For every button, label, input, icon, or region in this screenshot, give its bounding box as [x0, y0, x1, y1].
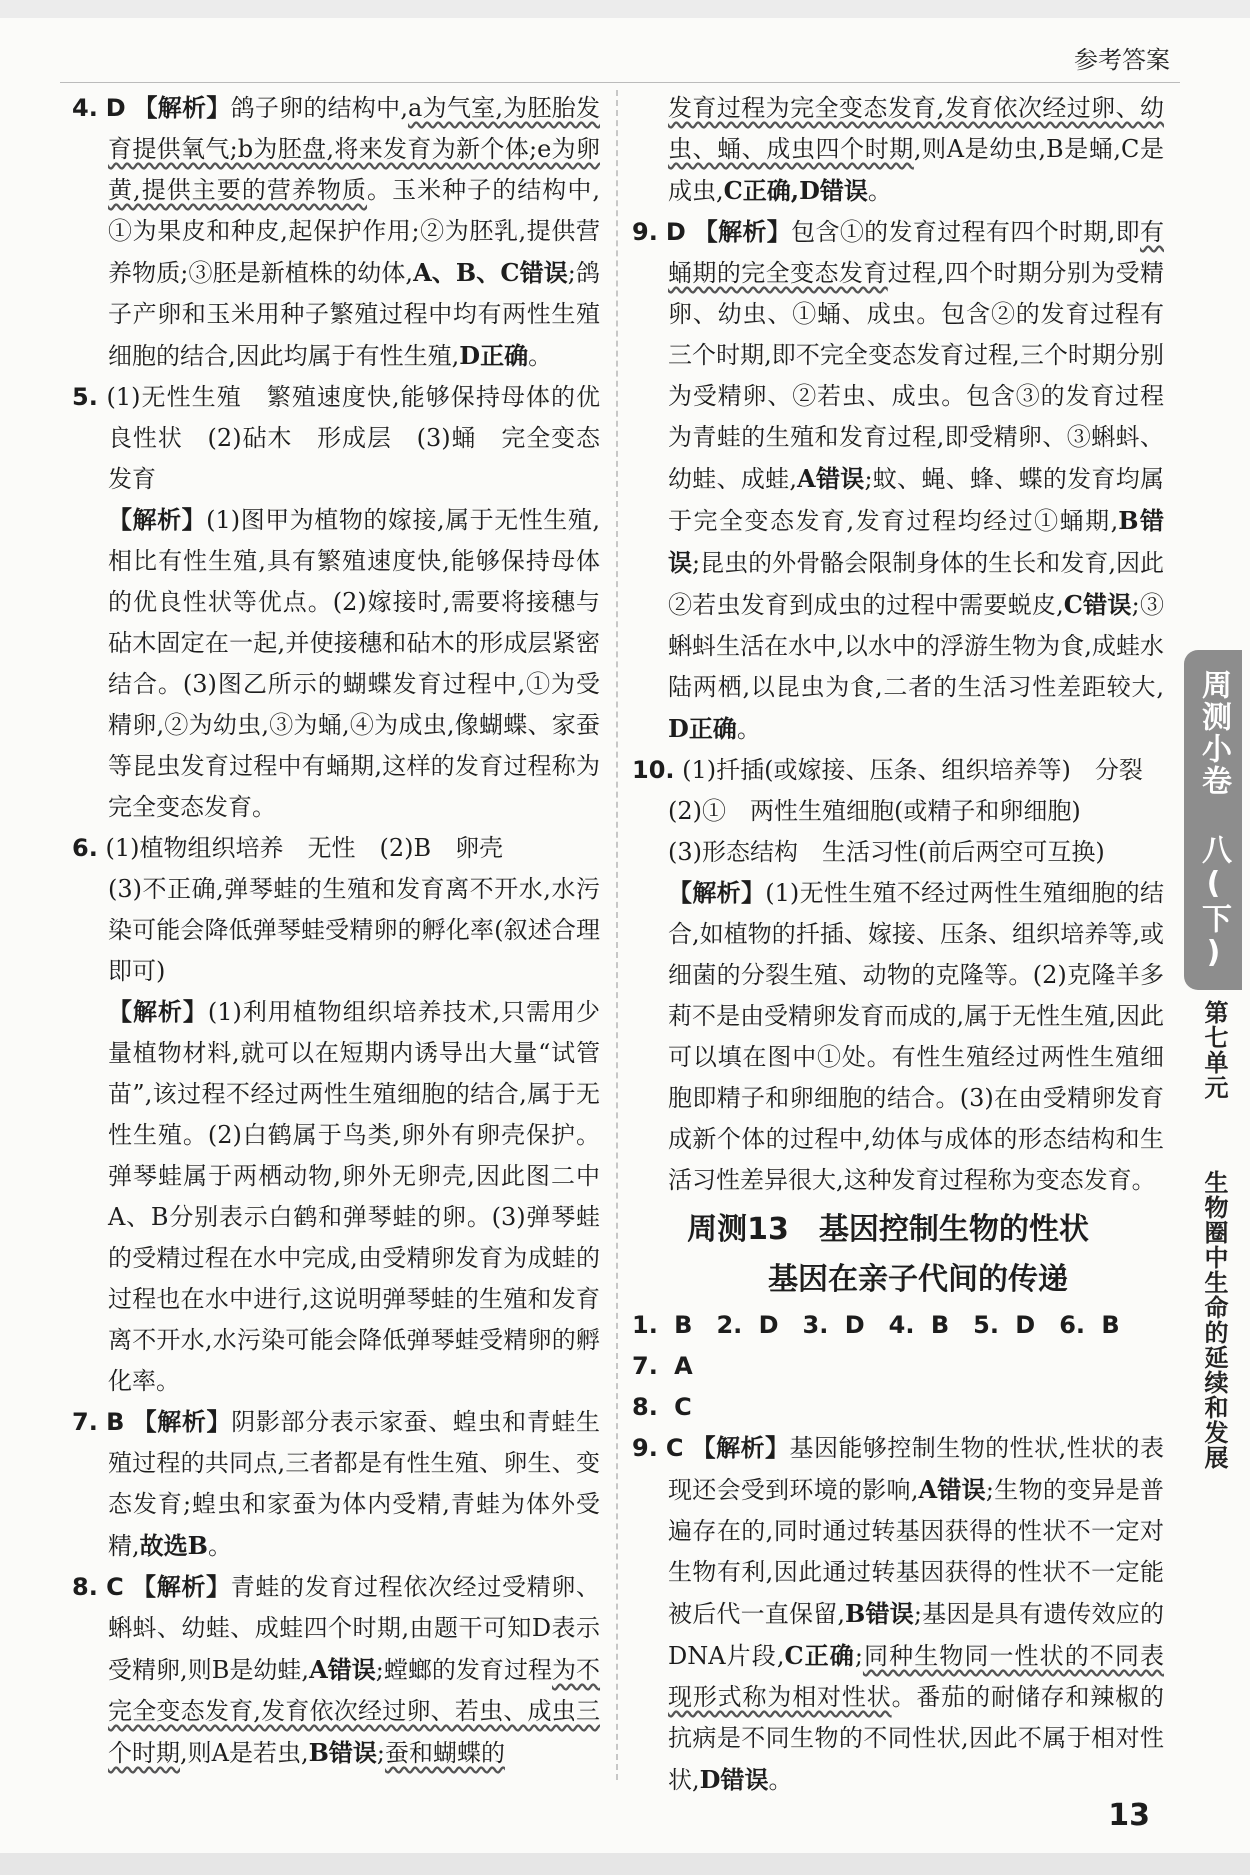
header-divider: [60, 82, 1180, 83]
question-number: 6.: [72, 834, 98, 862]
question-number: 9.: [632, 1434, 658, 1462]
side-unit-label: 第七单元: [1200, 1000, 1228, 1100]
left-column: [72, 88, 600, 1774]
question-number: 9.: [632, 218, 658, 246]
answer-text: (3)形态结构 生活习性(前后两空可互换): [668, 838, 1105, 866]
answer-letter: C: [106, 1573, 124, 1601]
question-number: 4.: [72, 94, 98, 122]
analysis-tag: 【解析】: [132, 1408, 232, 1436]
section-title: [632, 1205, 1164, 1305]
question-6: [72, 828, 600, 869]
question-number: 10.: [632, 756, 675, 784]
question-9-section-13: [632, 1428, 1164, 1801]
analysis-text: ;昆虫的外骨骼会限制身体的生长和发育,因此②若虫发育到成虫的过程中需要蜕皮,: [668, 549, 1164, 619]
bold-conclusion: D正确: [668, 714, 737, 743]
underlined-text: a为气室,为胚胎发育提供氧气;b为胚盘,将来发育为新个体;e为卵黄,提供主要的营养物质: [108, 94, 600, 204]
bold-conclusion: B错误: [308, 1738, 377, 1767]
bold-conclusion: A、B、C错误: [413, 258, 568, 287]
analysis-tag: 【解析】: [132, 1573, 231, 1601]
bold-conclusion: A错误: [918, 1475, 986, 1504]
section-title-line-2: 基因在亲子代间的传递: [768, 1262, 1068, 1297]
analysis-text: ;鸽子产卵和玉米用种子繁殖过程中均有两性生殖细胞的结合,因此均属于有性生殖,: [108, 259, 600, 370]
analysis-text: 。: [768, 1766, 793, 1794]
analysis-text: ;生物的变异是普遍存在的,同时通过转基因获得的性状不一定对生物有利,因此通过转基因获得的性状不一定能被后代一直保留,: [668, 1476, 1164, 1628]
analysis-text: 。玉米种子的结构中,①为果皮和种皮,起保护作用;②为胚乳,提供营养物质;③胚是新植株的幼体,: [108, 176, 600, 287]
bold-conclusion: D正确: [459, 341, 529, 370]
bold-conclusion: B错误: [845, 1599, 914, 1628]
underlined-text: 蚕和蝴蝶的: [384, 1739, 505, 1767]
question-7: [72, 1402, 600, 1567]
bold-conclusion: B错误: [668, 506, 1164, 577]
analysis-text: 过程,四个时期分别为受精卵、幼虫、①蛹、成虫。包含②的发育过程有三个时期,即不完全变态发育过程,三个时期分别为受精卵、②若虫、成虫。包含③的发育过程为青蛙的生殖和发育过程,即受精卵、③蝌蚪、幼蛙、成蛙,: [668, 259, 1164, 493]
answer-letter: D: [665, 218, 686, 246]
answer-letter: C: [665, 1434, 684, 1462]
question-8-continued: [632, 88, 1164, 212]
underlined-text: 为不完全变态发育,发育依次经过卵、若虫、成虫三个时期: [108, 1656, 601, 1767]
analysis-tag: 【解析】: [108, 506, 207, 534]
right-column: [632, 88, 1164, 1801]
question-10-answer-3: [632, 832, 1164, 873]
answer-text: (3)不正确,弹琴蛙的生殖和发育离不开水,水污染可能会降低弹琴蛙受精卵的孵化率(叙述合理即可): [108, 875, 600, 985]
answer-letter: B: [106, 1408, 125, 1436]
question-number: 8.: [72, 1573, 98, 1601]
analysis-text: ;基因是具有遗传效应的DNA片段,: [668, 1600, 1164, 1670]
analysis-tag: 【解析】: [108, 998, 208, 1026]
analysis-text: 阴影部分表示家蚕、蝗虫和青蛙生殖过程的共同点,三者都是有性生殖、卵生、变态发育;蝗虫和家蚕为体内受精,青蛙为体外受精,: [108, 1408, 601, 1560]
side-topic-label: 生物圈中生命的延续和发展: [1200, 1170, 1228, 1470]
question-10-analysis: [632, 873, 1164, 1201]
analysis-text: ,则A是若虫,: [180, 1739, 309, 1767]
side-tab: 周测小卷 八(下): [1184, 650, 1242, 990]
question-10: [632, 750, 1164, 791]
bold-conclusion: A错误: [309, 1655, 376, 1684]
bold-conclusion: D错误: [699, 1765, 769, 1794]
question-6-answer-3: [72, 869, 600, 992]
analysis-text: ;: [376, 1739, 385, 1767]
analysis-text: 。: [736, 715, 761, 743]
analysis-tag: 【解析】: [668, 879, 766, 907]
section-title-line-1: 周测13 基因控制生物的性状: [687, 1212, 1089, 1247]
answer-text: (1)扦插(或嫁接、压条、组织培养等) 分裂: [682, 756, 1143, 784]
analysis-text: 。: [207, 1532, 232, 1560]
analysis-text: (1)无性生殖不经过两性生殖细胞的结合,如植物的扦插、嫁接、压条、组织培养等,或细菌的分裂生殖、动物的克隆等。(2)克隆羊多莉不是由受精卵发育而成的,属于无性生殖,因此可以填在图中①处。有性生殖经过两性生殖细胞即精子和卵细胞的结合。(3)在由受精卵发育成新个体的过程中,幼体与成体的形态结构和生活习性差异很大,这种发育过程称为变态发育。: [668, 879, 1164, 1194]
question-number: 7.: [72, 1408, 98, 1436]
analysis-text: 基因能够控制生物的性状,性状的表现还会受到环境的影响,: [668, 1434, 1164, 1504]
answer-text: (1)无性生殖 繁殖速度快,能够保持母体的优良性状 (2)砧木 形成层 (3)蛹 完全变态发育: [106, 383, 601, 493]
analysis-text: ;: [854, 1642, 863, 1670]
multiple-choice-answers-1: 1. B 2. D 3. D 4. B 5. D 6. B 7. A: [632, 1311, 1144, 1380]
underlined-text: 有蛹期的完全变态发育: [668, 218, 1164, 287]
column-divider: [616, 90, 618, 1780]
analysis-text: 鸽子卵的结构中,: [230, 94, 408, 122]
analysis-text: ;螳螂的发育过程: [375, 1656, 552, 1684]
bottom-band: [0, 1853, 1250, 1875]
analysis-text: 。番茄的耐储存和辣椒的抗病是不同生物的不同性状,因此不属于相对性状,: [668, 1683, 1165, 1794]
question-6-analysis: [72, 992, 600, 1402]
analysis-tag: 【解析】: [133, 94, 231, 122]
answer-text: (1)植物组织培养 无性 (2)B 卵壳: [105, 834, 504, 862]
question-number: 5.: [72, 383, 98, 411]
underlined-text: 发育过程为完全变态发育,发育依次经过卵、幼虫、蛹、成虫四个时期: [668, 94, 1164, 163]
analysis-text: ;蚊、蝇、蜂、蝶的发育均属于完全变态发育,发育过程均经过①蛹期,: [668, 465, 1164, 535]
question-9: [632, 212, 1164, 750]
top-band: [0, 0, 1250, 18]
header-label: 参考答案: [1074, 46, 1170, 74]
analysis-text: (1)图甲为植物的嫁接,属于无性生殖,相比有性生殖,具有繁殖速度快,能够保持母体的优良性状等优点。(2)嫁接时,需要将接穗与砧木固定在一起,并使接穗和砧木的形成层紧密结合。(3)图乙所示的蝴蝶发育过程中,①为受精卵,②为幼虫,③为蛹,④为成虫,像蝴蝶、家蚕等昆虫发育过程中有蛹期,这样的发育过程称为完全变态发育。: [108, 506, 600, 821]
bold-conclusion: A错误: [797, 464, 865, 493]
answer-text: (2)① 两性生殖细胞(或精子和卵细胞): [668, 797, 1081, 825]
analysis-text: 包含①的发育过程有四个时期,即: [791, 218, 1140, 246]
analysis-text: (1)利用植物组织培养技术,只需用少量植物材料,就可以在短期内诱导出大量“试管苗”,该过程不经过两性生殖细胞的结合,属于无性生殖。(2)白鹤属于鸟类,卵外有卵壳保护。弹琴蛙属于两栖动物,卵外无卵壳,因此图二中A、B分别表示白鹤和弹琴蛙的卵。(3)弹琴蛙的受精过程在水中完成,由受精卵发育为成蛙的过程也在水中进行,这说明弹琴蛙的生殖和发育离不开水,水污染可能会降低弹琴蛙受精卵的孵化率。: [108, 998, 601, 1395]
analysis-text: 青蛙的发育过程依次经过受精卵、蝌蚪、幼蛙、成蛙四个时期,由题干可知D表示受精卵,则B是幼蛙,: [108, 1573, 600, 1684]
analysis-tag: 【解析】: [691, 1434, 790, 1462]
bold-conclusion: C错误: [1063, 590, 1132, 619]
question-5: [72, 377, 600, 500]
analysis-text: 。: [867, 177, 892, 205]
question-4: [72, 88, 600, 377]
analysis-tag: 【解析】: [693, 218, 792, 246]
underlined-text: 同种生物同一性状的不同表现形式称为相对性状: [668, 1642, 1164, 1711]
multiple-choice-answers-2: 8. C: [632, 1393, 692, 1421]
question-10-answer-2: [632, 791, 1164, 832]
question-8: [72, 1567, 600, 1774]
analysis-text: 。: [528, 342, 553, 370]
bold-conclusion: C正确: [784, 1641, 855, 1670]
bold-conclusion: 故选B: [139, 1531, 208, 1560]
page-number: 13: [1108, 1798, 1150, 1833]
answer-letter: D: [105, 94, 126, 122]
analysis-text: ,则A是幼虫,B是蛹,C是成虫,: [668, 135, 1164, 205]
analysis-text: ;③蝌蚪生活在水中,以水中的浮游生物为食,成蛙水陆两栖,以昆虫为食,二者的生活习性差距较大,: [668, 591, 1164, 701]
bold-conclusion: C正确,D错误: [723, 176, 868, 205]
question-5-analysis: [72, 500, 600, 828]
